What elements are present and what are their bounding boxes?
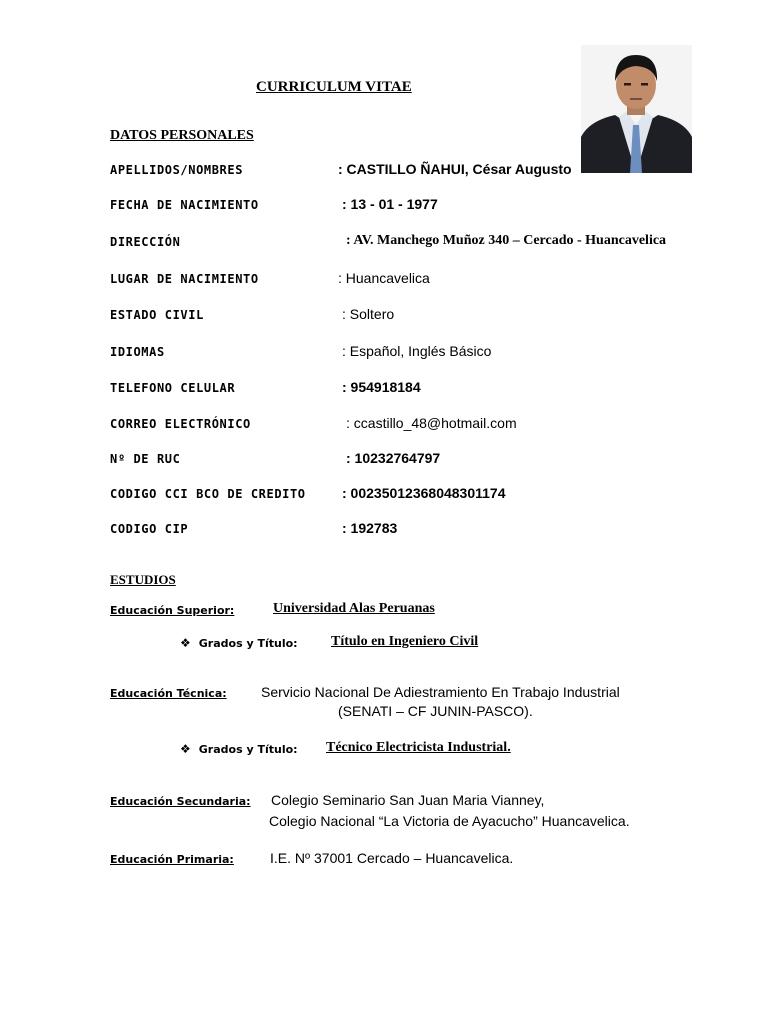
label-telefono: TELEFONO CELULAR (110, 381, 236, 395)
label-cip: CODIGO CIP (110, 522, 189, 536)
value-ruc: : 10232764797 (346, 450, 441, 466)
value-educacion-superior: Universidad Alas Peruanas (273, 601, 435, 616)
label-educacion-secundaria: Educación Secundaria: (110, 795, 251, 808)
label-estado-civil: ESTADO CIVIL (110, 308, 204, 322)
value-idiomas: : Español, Inglés Básico (342, 343, 492, 359)
tecnica-line2: (SENATI – CF JUNIN-PASCO). (338, 703, 533, 719)
value-apellidos: : CASTILLO ÑAHUI, César Augusto (338, 161, 572, 177)
studies-heading: ESTUDIOS (110, 572, 176, 587)
profile-photo (581, 45, 692, 173)
value-correo: : ccastillo_48@hotmail.com (346, 415, 517, 431)
value-estado-civil: : Soltero (342, 306, 395, 322)
diamond-bullet-icon: ❖ (180, 636, 191, 650)
label-educacion-tecnica: Educación Técnica: (110, 687, 227, 700)
primaria-line1: I.E. Nº 37001 Cercado – Huancavelica. (270, 850, 514, 866)
grado-superior-label: Grados y Título: (198, 637, 298, 650)
grado-tecnica-value: Técnico Electricista Industrial. (326, 740, 511, 755)
grado-tecnica (180, 742, 298, 756)
grado-superior-value: Título en Ingeniero Civil (331, 634, 479, 649)
person-photo-icon (581, 45, 692, 173)
secundaria-line1: Colegio Seminario San Juan Maria Vianney, (271, 792, 545, 808)
grado-tecnica-label: Grados y Título: (198, 743, 298, 756)
value-direccion: : AV. Manchego Muñoz 340 – Cercado - Huancavelica (346, 233, 667, 248)
value-cip: : 192783 (342, 520, 398, 536)
secundaria-line2: Colegio Nacional “La Victoria de Ayacucho” Huancavelica. (269, 813, 630, 829)
value-telefono: : 954918184 (342, 379, 421, 395)
label-correo: CORREO ELECTRÓNICO (110, 417, 251, 431)
label-fecha-nacimiento: FECHA DE NACIMIENTO (110, 198, 259, 212)
grado-superior (180, 636, 298, 650)
label-direccion: DIRECCIÓN (110, 235, 181, 249)
label-cci: CODIGO CCI BCO DE CREDITO (110, 487, 306, 501)
value-fecha-nacimiento: : 13 - 01 - 1977 (342, 196, 438, 212)
label-apellidos: APELLIDOS/NOMBRES (110, 163, 244, 177)
label-educacion-superior: Educación Superior: (110, 604, 235, 617)
label-educacion-primaria: Educación Primaria: (110, 853, 234, 866)
label-idiomas: IDIOMAS (110, 345, 165, 359)
value-lugar-nacimiento: : Huancavelica (338, 270, 430, 286)
value-cci: : 00235012368048301174 (342, 485, 506, 501)
diamond-bullet-icon: ❖ (180, 742, 191, 756)
label-ruc: Nº DE RUC (110, 452, 181, 466)
personal-data-heading: DATOS PERSONALES (110, 128, 254, 143)
page-title: CURRICULUM VITAE (256, 79, 412, 95)
label-lugar-nacimiento: LUGAR DE NACIMIENTO (110, 272, 259, 286)
tecnica-line1: Servicio Nacional De Adiestramiento En Trabajo Industrial (261, 684, 620, 700)
